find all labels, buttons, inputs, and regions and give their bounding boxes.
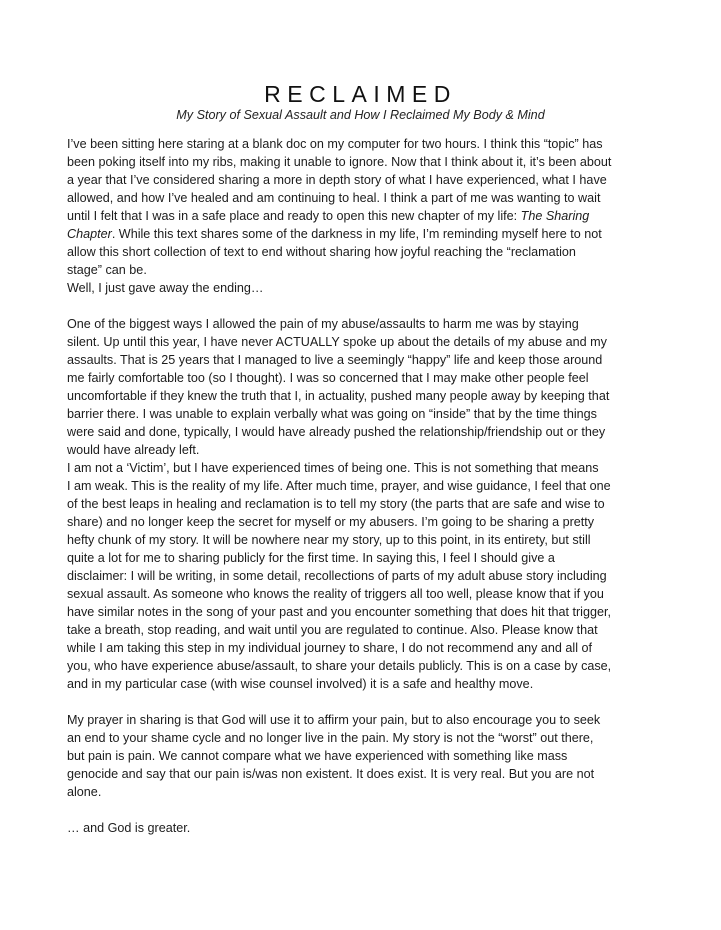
body-line: a year that I’ve considered sharing a more in depth story of what I have experienced, what I have [67,173,607,187]
body-line: share) and no longer keep the secret for myself or my abusers. I’m going to be sharing a pretty [67,515,595,529]
body-line: sexual assault. As someone who knows the reality of triggers all too well, please know that if you [67,587,604,601]
paragraph-gap [67,297,663,315]
body-line: have similar notes in the song of your past and you encounter something that does hit that trigger, [67,605,611,619]
body-line: quite a lot for me to sharing publicly for the first time. In saying this, I feel I should give a [67,551,555,565]
body-line: My prayer in sharing is that God will use it to affirm your pain, but to also encourage you to seek [67,713,601,727]
body-line: take a breath, stop reading, and wait until you are regulated to continue. Also. Please know that [67,623,598,637]
body-line: been poking itself into my ribs, making it unable to ignore. Now that I think about it, it’s been about [67,155,612,169]
body-line: assaults. That is 25 years that I managed to live a seemingly “happy” life and keep those around [67,353,603,367]
document-subtitle: My Story of Sexual Assault and How I Reclaimed My Body & Mind [176,108,545,122]
body-line: of the best leaps in healing and reclamation is to tell my story (the parts that are safe and wise to [67,497,605,511]
body-line: I am not a ‘Victim’, but I have experienced times of being one. This is not something that means [67,461,599,475]
body-line-segment: . While this text shares some of the darkness in my life, I’m reminding myself here to not [111,227,602,241]
body-line: I am weak. This is the reality of my life. After much time, prayer, and wise guidance, I feel that one [67,479,611,493]
body-line: stage” can be. [67,263,147,277]
body-line: genocide and say that our pain is/was non existent. It does exist. It is very real. But you are not [67,767,595,781]
document-body [67,135,663,837]
body-line: but pain is pain. We cannot compare what we have experienced with something like mass [67,749,568,763]
body-line: silent. Up until this year, I have never ACTUALLY spoke up about the details of my abuse and my [67,335,607,349]
body-line: uncomfortable if they knew the truth that I, in actuality, pushed many people away by keeping that [67,389,610,403]
body-line: were said and done, typically, I would have already pushed the relationship/friendship out or they [67,425,606,439]
body-line: hefty chunk of my story. It will be nowhere near my story, up to this point, in its entirety, but still [67,533,591,547]
body-line: would have already left. [67,443,200,457]
body-line: me fairly comfortable too (so I thought). I was so concerned that I may make other people feel [67,371,589,385]
body-line: disclaimer: I will be writing, in some detail, recollections of parts of my adult abuse story including [67,569,607,583]
paragraph-gap [67,801,663,819]
body-line [67,207,663,225]
closing-line: … and God is greater. [67,821,191,835]
document-title: RECLAIMED [264,81,457,107]
paragraph-gap [67,693,663,711]
body-line: you, who have experience abuse/assault, to share your details publicly. This is on a case by case, [67,659,612,673]
body-line: Well, I just gave away the ending… [67,281,264,295]
body-line-segment: until I felt that I was in a safe place and ready to open this new chapter of my life: [67,209,521,223]
body-line [67,225,663,243]
italic-phrase: The Sharing [520,209,590,223]
body-line: allowed, and how I’ve healed and am continuing to heal. I think a part of me was wanting to wait [67,191,601,205]
body-line: I’ve been sitting here staring at a blank doc on my computer for two hours. I think this “topic” has [67,137,603,151]
body-line: allow this short collection of text to end without sharing how joyful reaching the “reclamation [67,245,576,259]
body-line: an end to your shame cycle and no longer live in the pain. My story is not the “worst” out there, [67,731,594,745]
body-line: while I am taking this step in my individual journey to share, I do not recommend any and all of [67,641,593,655]
body-line: alone. [67,785,102,799]
body-line: One of the biggest ways I allowed the pain of my abuse/assaults to harm me was by staying [67,317,579,331]
body-line: and in my particular case (with wise counsel involved) it is a safe and healthy move. [67,677,534,691]
italic-phrase: Chapter [67,227,112,241]
body-line: barrier there. I was unable to explain verbally what was going on “inside” that by the time things [67,407,597,421]
